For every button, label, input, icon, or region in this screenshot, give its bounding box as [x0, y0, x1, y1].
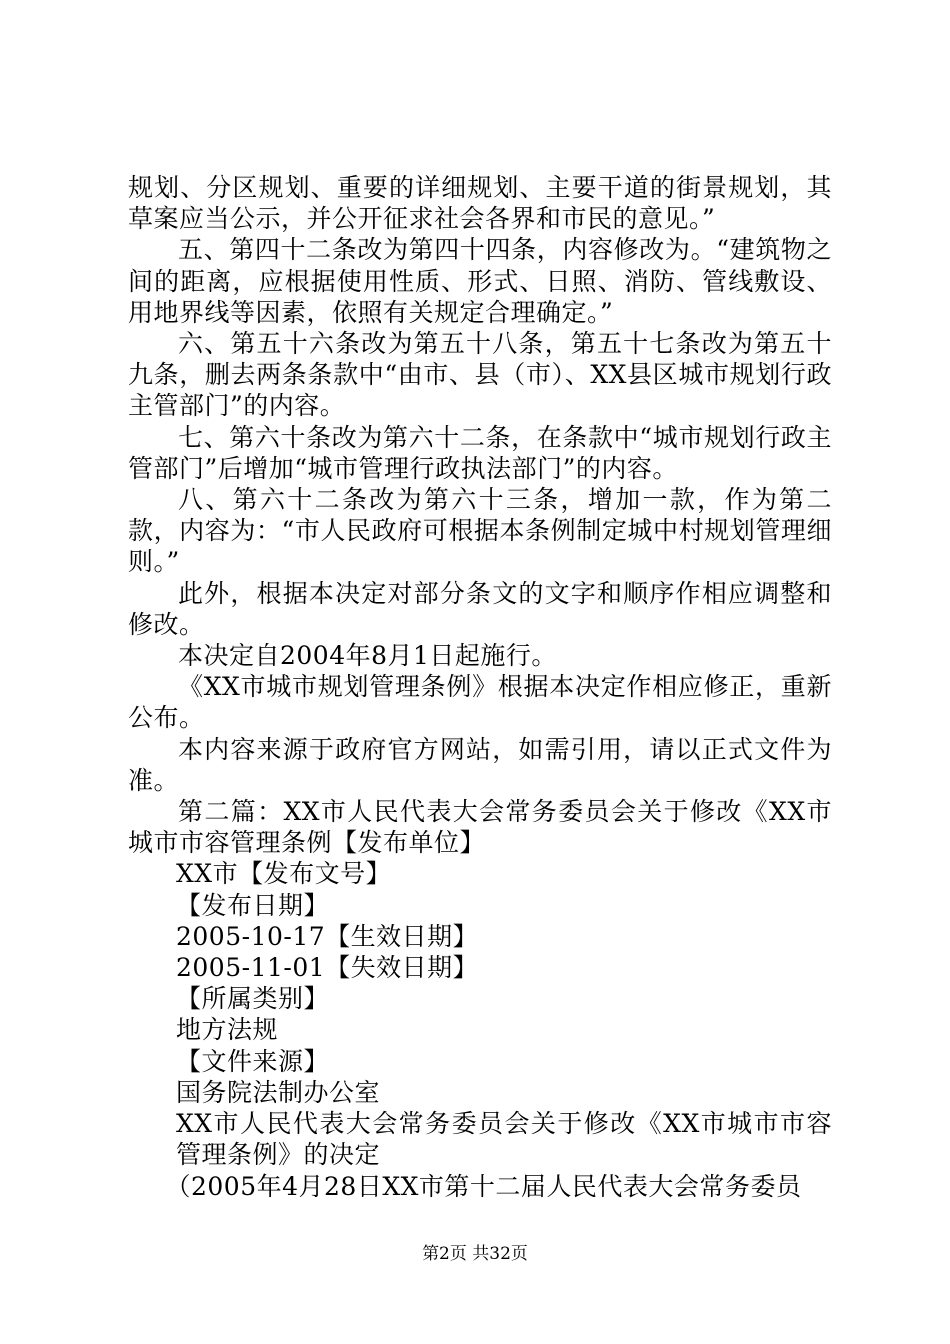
meta-issuer: XX市【发布文号】	[176, 859, 392, 889]
document-body	[128, 172, 832, 1202]
page-footer	[0, 1242, 950, 1266]
paragraph-continuation: 规划、分区规划、重要的详细规划、主要干道的街景规划，其草案应当公示，并公开征求社会各界和市民的意见。”	[128, 173, 832, 234]
meta-effective-date: 2005-11-01【失效日期】	[176, 953, 479, 983]
meta-category-label: 【所属类别】	[176, 984, 330, 1014]
paragraph-republish-note: 《XX市城市规划管理条例》根据本决定作相应修正，重新公布。	[128, 672, 832, 733]
page-number-label: 第2页 共32页	[422, 1244, 528, 1264]
paragraph-item-6: 六、第五十六条改为第五十八条，第五十七条改为第五十九条，删去两条条款中“由市、县（市）、XX县区城市规划行政主管部门”的内容。	[128, 329, 832, 421]
paragraph-item-8: 八、第六十二条改为第六十三条，增加一款，作为第二款，内容为：“市人民政府可根据本条例制定城中村规划管理细则。”	[128, 485, 832, 577]
decision-title: XX市人民代表大会常务委员会关于修改《XX市城市市容管理条例》的决定	[176, 1109, 832, 1170]
meta-issue-date-label: 【发布日期】	[176, 890, 330, 920]
paragraph-effective-date: 本决定自2004年8月1日起施行。	[178, 641, 557, 671]
meta-category: 地方法规	[176, 1015, 279, 1045]
meta-source-label: 【文件来源】	[176, 1046, 330, 1076]
paragraph-source-note: 本内容来源于政府官方网站，如需引用，请以正式文件为准。	[128, 734, 832, 795]
paragraph-item-7: 七、第六十条改为第六十二条，在条款中“城市规划行政主管部门”后增加“城市管理行政执法部门”的内容。	[128, 422, 832, 483]
meta-source: 国务院法制办公室	[176, 1077, 381, 1107]
decision-date-note: （2005年4月28日XX市第十二届人民代表大会常务委员	[165, 1171, 802, 1201]
paragraph-additional-note: 此外，根据本决定对部分条文的文字和顺序作相应调整和修改。	[128, 578, 832, 639]
meta-issue-date: 2005-10-17【生效日期】	[176, 921, 479, 951]
paragraph-part-two-title: 第二篇：XX市人民代表大会常务委员会关于修改《XX市城市市容管理条例【发布单位】	[128, 797, 832, 858]
paragraph-item-5: 五、第四十二条改为第四十四条，内容修改为。“建筑物之间的距离，应根据使用性质、形式、日照、消防、管线敷设、用地界线等因素，依照有关规定合理确定。”	[128, 235, 832, 327]
